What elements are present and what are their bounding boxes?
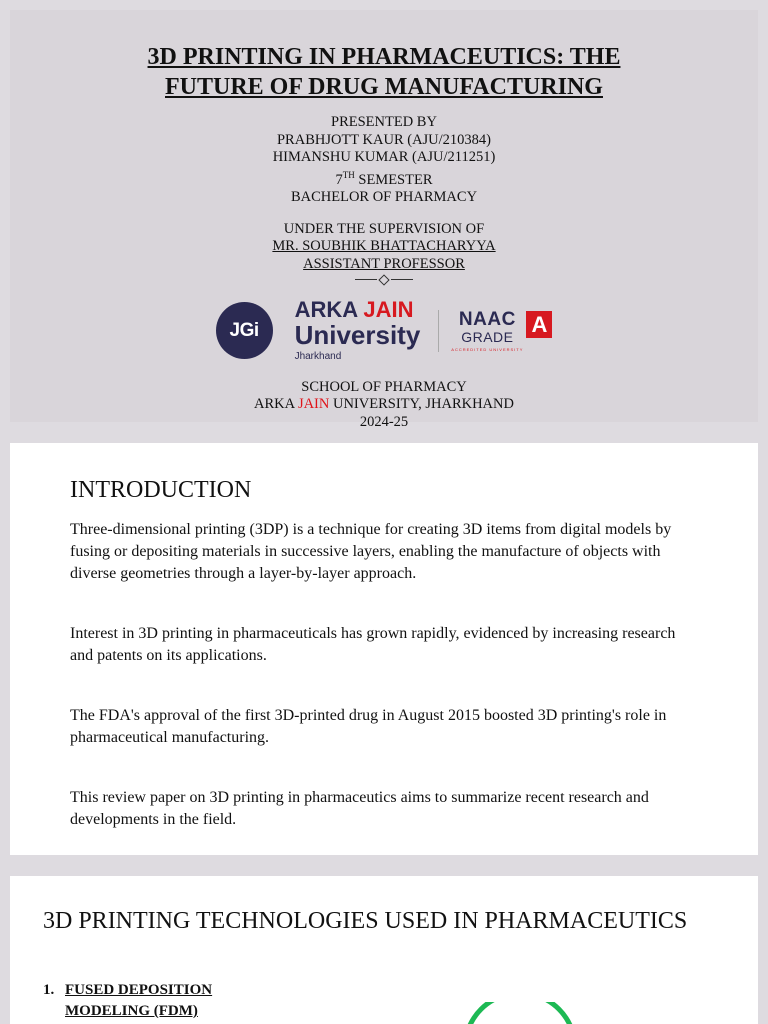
logo-separator [438,310,439,352]
title-slide [10,10,758,430]
title-line-1: 3D PRINTING IN PHARMACEUTICS: THE [147,44,621,70]
technologies-heading: 3D PRINTING TECHNOLOGIES USED IN PHARMACEUTICS [43,908,688,934]
logo-arka: ARKA [294,297,364,323]
presenter-1: PRABHJOTT KAUR (AJU/210384) [276,131,492,148]
supervision-label: UNDER THE SUPERVISION OF [283,220,485,237]
intro-paragraph-4: This review paper on 3D printing in pharmaceutics aims to summarize recent research and developments in the field. [70,789,649,828]
intro-heading: INTRODUCTION [70,477,252,503]
university-name [10,396,758,414]
technology-label-line-1: FUSED DEPOSITION [65,982,213,998]
univ-jain: JAIN [297,396,330,413]
diamond-icon [378,274,389,285]
naac-grade-badge: A [526,311,552,338]
presented-by-label: PRESENTED BY [331,114,437,130]
supervisor-name: MR. SOUBHIK BHATTACHARYYA [272,238,496,255]
supervisor-title: ASSISTANT PROFESSOR [303,255,465,272]
school-name: SCHOOL OF PHARMACY [301,378,467,395]
technology-label-line-2: MODELING (FDM) [65,1003,198,1019]
introduction-slide [10,443,758,855]
logo-university: University [294,320,421,351]
presenters-block [10,114,758,207]
semester [10,167,758,189]
fdm-diagram-ring-icon [330,1002,590,1024]
school-block [10,379,758,432]
logo-jharkhand: Jharkhand [294,351,342,363]
title-line-2: FUTURE OF DRUG MANUFACTURING [165,74,603,100]
academic-year: 2024-25 [359,413,409,430]
ornament-divider [10,275,758,285]
univ-arka: ARKA [254,396,298,413]
logos-row [10,299,758,363]
list-number: 1. [43,982,55,998]
naac-subtext: ACCREDITED UNIVERSITY [451,346,524,352]
technology-list-item [43,980,245,1022]
naac-logo [451,310,552,352]
intro-paragraph-2: Interest in 3D printing in pharmaceuticals has grown rapidly, evidenced by increasing research and patents on its applications. [70,625,676,664]
presenter-2: HIMANSHU KUMAR (AJU/211251) [272,149,496,166]
degree: BACHELOR OF PHARMACY [290,189,478,206]
semester-number: 7 [335,171,343,188]
naac-grade-text: GRADE [461,328,514,345]
intro-paragraph-3: The FDA's approval of the first 3D-printed drug in August 2015 boosted 3D printing's role in pharmaceutical manufacturing. [70,707,667,746]
naac-text: NAAC [458,308,516,330]
logo-jain: JAIN [363,297,414,323]
intro-paragraph-1: Three-dimensional printing (3DP) is a technique for creating 3D items from digital models by fusing or depositing materials in successive layers, enabling the manufacture of objects with diverse geometries through a layer-by-layer approach. [70,521,672,582]
arka-jain-university-logo [295,299,421,362]
supervision-block [10,221,758,274]
technologies-slide [10,876,758,1024]
univ-rest: UNIVERSITY, JHARKHAND [329,396,514,413]
technology-label [65,980,245,1022]
semester-text: SEMESTER [354,171,433,188]
jgi-logo: JGi [216,302,273,359]
presentation-title [10,42,758,102]
semester-suffix: TH [342,169,355,180]
